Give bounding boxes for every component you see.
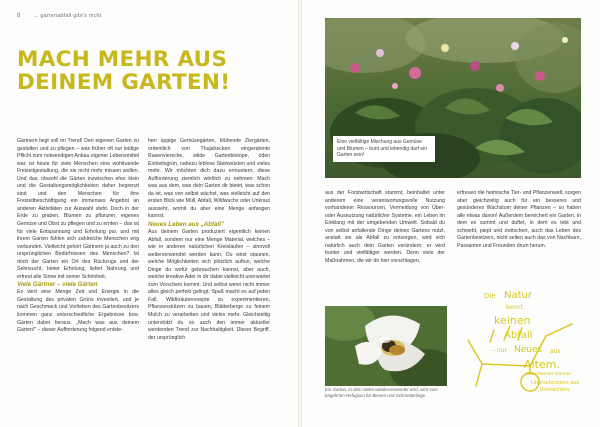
paragraph: erfreuen die heimische Tier- und Pflanzenwelt, sorgen aber gleichzeitig auch für ein besseres und gesünderes Wachstum deiner Pflanzen – so haben alle etwas davon! Außerdem bereichert ein Garten, in dem es summt und duftet, in dem es lebt und schwebt, piept und zwitschert, auch das Leben des Gartenbesitzers, nicht selten auch das von Nachbarn, Passanten und Freunden drum herum.	[457, 190, 581, 249]
paragraph: Aus deinem Garten produziert eigentlich keinen Abfall, sondern nur eine Menge Material, welches – wie in anderen natürlichen Kreisläufen – sinnvoll weiterverwendet werden kann. Du wirst staunen, welche Möglichkeiten sich plötzlich auftun, welche Dinge du wofür gebrauchen kannst, aber auch, welche kreative Ader in dir dabei vielleicht unerwartet zum Vorschein kommt. Und selbst wenn nicht immer alles gleich perfekt gelingt: Spaß macht es auf jeden Fall, Wildkräuterrezepte zu experimentieren, Pflanzenstützen zu bauen, Blätterberge zu feinem Mulch zu verarbeiten und vieles mehr. Gleichzeitig unterstützt du so auch den immer aktueller werdenden Trend zur Nachhaltigkeit. Dieser Begriff, der ursprünglich	[148, 229, 270, 341]
text-column-2	[148, 138, 270, 342]
quote-word: kennt	[506, 304, 523, 311]
running-head: → gartenabfall gibt's nicht	[33, 13, 102, 19]
page-headline	[17, 48, 287, 94]
paragraph: Gärtnern liegt voll im Trend! Den eigenen Garten zu gestalten und zu pflegen – was früher oft nur leidige Pflicht zum notwendigen Anbau eigener Lebensmittel war, ist heute für viele Menschen eine wohltuende Freizeitgestaltung, die sie nicht mehr missen wollen. Und das, obwohl die Gärten inzwischen eher klein und die Gestaltungsmöglichkeiten daher begrenzt sind und den Menschen für ihre Freizeitbeschäftigung ein immenses Angebot an anderen Aktivitäten zur Auswahl steht. Doch in der Erde zu graben, Blumen zu pflanzen, eigenes Gemüse und Obst zu pflegen und zu ernten – das ist für viele Entspannung und Erholung pur, und mit ihrem Garten fühlen sich zahlreiche Menschen eng verbunden. Vielleicht gehört Gärtnern ja auch zu den ursprünglichen Bedürfnissen des Menschen? Ist doch der Garten ein Ort des Rückzugs und der Sehnsucht, bietet Erholung, liefert Nahrung und erfreut alle Sinne mit seiner Schönheit.	[17, 138, 139, 280]
photo-caption: Eine vielfältige Mischung aus Gemüse und Blumen – bunt und lebendig darf ein Garten sein!	[333, 136, 435, 162]
quote-author: Unbekannter Gärtner	[526, 372, 572, 377]
quote-word: keinen	[494, 314, 531, 327]
page-gutter	[298, 0, 302, 427]
quote-tagline: Unerschrocken aus Unmischten.	[530, 380, 580, 393]
quote-word: Natur	[504, 290, 532, 301]
subheading: Viele Gärtner – viele Gärten	[17, 281, 98, 289]
text-column-3	[325, 190, 445, 265]
text-column-1	[17, 138, 139, 335]
photo-caption: Ein Garten, in dem vieles wiederverwendet wird, wird zum begehrten Refugium für Bienen und Schmetterlinge.	[325, 387, 438, 398]
quote-word: – nur	[492, 347, 507, 354]
page-number: 8	[17, 13, 21, 19]
quote-word: Abfall	[504, 330, 533, 341]
subheading: Neues Leben aus „Abfall"	[148, 221, 224, 229]
text-column-4	[457, 190, 581, 250]
quote-word: Die	[484, 292, 496, 300]
quote-word: Neues	[514, 345, 543, 355]
headline-line-2: DEINEM GARTEN!	[17, 70, 231, 95]
quote-word: aus	[550, 348, 561, 355]
paragraph: aus der Forstwirtschaft stammt, beinhaltet unter anderem eine verantwortungsvolle Nutzung vorhandener Ressourcen, Vermeidung von Über- oder Ausnutzung natürlicher Systeme, ein Leben im Einklang mit der umgebenden Umwelt. Sobald du von selbst anfallende Dinge deines Gartens nutzt, anstatt sie als Abfall zu entsorgen, wird sich natürlich auch dein Garten verändern; er wird bunter und vielfältiger werden. Denn viele der Maßnahmen, die wir dir hier vorschlagen,	[325, 190, 445, 264]
headline-line-1: MACH MEHR AUS	[17, 47, 228, 72]
paragraph: hen üppige Gemüsegärten, blühende Ziergärten, ordentlich von Thujahecken eingerahmte Rasenvierecke, wilde Gartenbiotope, öden Einheitsgrün, nahezu leblose Steinwüsten und vieles mehr. Wir möchten dich dazu ermuntern, diese Aufforderung ziemlich wörtlich zu nehmen: Mach was aus dem, was dein Garten dir bietet, was schon da ist, was von selbst wächst, was vielleicht auf den ersten Blick wie Müll, Abfall, Wildwuchs oder Unkraut aussieht, womit du aber eine Menge anfangen kannst.	[148, 138, 270, 220]
quote-illustration	[460, 290, 584, 400]
quote-word: Altem.	[524, 358, 560, 371]
bee-photo	[325, 306, 447, 386]
paragraph: Es wird eine Menge Zeit und Energie in die Gestaltung des privaten Grüns investiert, und je nach Geschmack und Vorlieben des Gartenbesitzers kommen ganz unterschiedliche Ergebnisse bzw. Gärten dabei heraus. „Mach was aus deinem Garten!" – dieser Aufforderung folgend entste-	[17, 289, 139, 334]
